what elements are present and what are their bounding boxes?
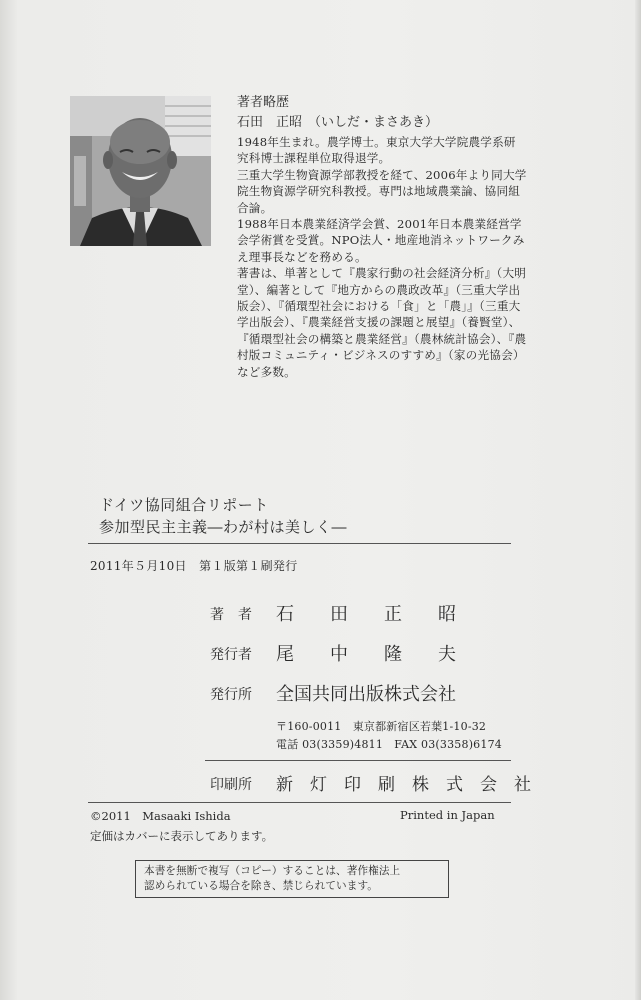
copyright: ©2011 Masaaki Ishida <box>90 809 231 823</box>
printer-value: 新 灯 印 刷 株 式 会 社 <box>276 775 531 795</box>
author-name-reading: （いしだ・まさあき） <box>308 115 439 130</box>
publisher-phone: 電話 03(3359)4811 FAX 03(3358)6174 <box>276 738 502 751</box>
author-value: 石 田 正 昭 <box>276 604 456 625</box>
printed-in: Printed in Japan <box>400 808 495 822</box>
publishing-house-value: 全国共同出版株式会社 <box>276 684 456 705</box>
publication-date: 2011年５月10日 第１版第１刷発行 <box>90 559 298 573</box>
publishing-house-label: 発行所 <box>210 687 252 703</box>
notice-line-1: 本書を無断で複写（コピー）することは、著作権法上 <box>144 865 401 877</box>
book-title-line-1: ドイツ協同組合リポート <box>99 496 269 514</box>
publisher-address: 〒160-0011 東京都新宿区若葉1-10-32 <box>276 720 487 733</box>
notice-line-2: 認められている場合を除き、禁じられています。 <box>144 880 378 892</box>
author-label: 著 者 <box>210 607 252 623</box>
author-photo <box>70 96 211 246</box>
credits-divider <box>205 760 511 761</box>
price-note: 定価はカバーに表示してあります。 <box>90 829 274 843</box>
book-title <box>99 494 347 538</box>
publisher-label: 発行者 <box>210 647 252 663</box>
bio-paragraph-2: 三重大学生物資源学部教授を経て、2006年より同大学院生物資源学研究科教授。専門は地域農業論、協同組合論。 <box>237 167 527 215</box>
printer-label: 印刷所 <box>210 777 252 793</box>
bio-paragraph-1: 1948年生まれ。農学博士。東京大学大学院農学系研究科博士課程単位取得退学。 <box>237 135 516 166</box>
copyright-notice-box <box>135 860 449 898</box>
footer-divider <box>88 802 511 803</box>
title-divider <box>88 543 511 544</box>
author-bio <box>237 95 527 380</box>
bio-paragraph-4: 著書は、単著として『農家行動の社会経済分析』（大明堂）、編著として『地方からの農政改革』（三重大学出版会）、『循環型社会における「食」と「農」』（三重大学出版会）、『農業経営支援の課題と展望』（養賢堂）、『循環型社会の構築と農業経営』（農林統計協会）、『農村版コミュニティ・ビジネスのすすめ』（家の光協会）など多数。 <box>237 266 527 379</box>
page-edge <box>635 0 641 1000</box>
publisher-value: 尾 中 隆 夫 <box>276 644 456 665</box>
bio-paragraph-3: 1988年日本農業経済学会賞、2001年日本農業経営学会学術賞を受賞。NPO法人・地産地消ネットワークみえ理事長などを務める。 <box>237 217 525 264</box>
author-name <box>237 114 527 132</box>
bio-heading: 著者略歴 <box>237 95 290 110</box>
book-title-line-2: 参加型民主主義―わが村は美しく― <box>99 518 348 536</box>
author-name-text: 石田 正昭 <box>237 115 303 130</box>
